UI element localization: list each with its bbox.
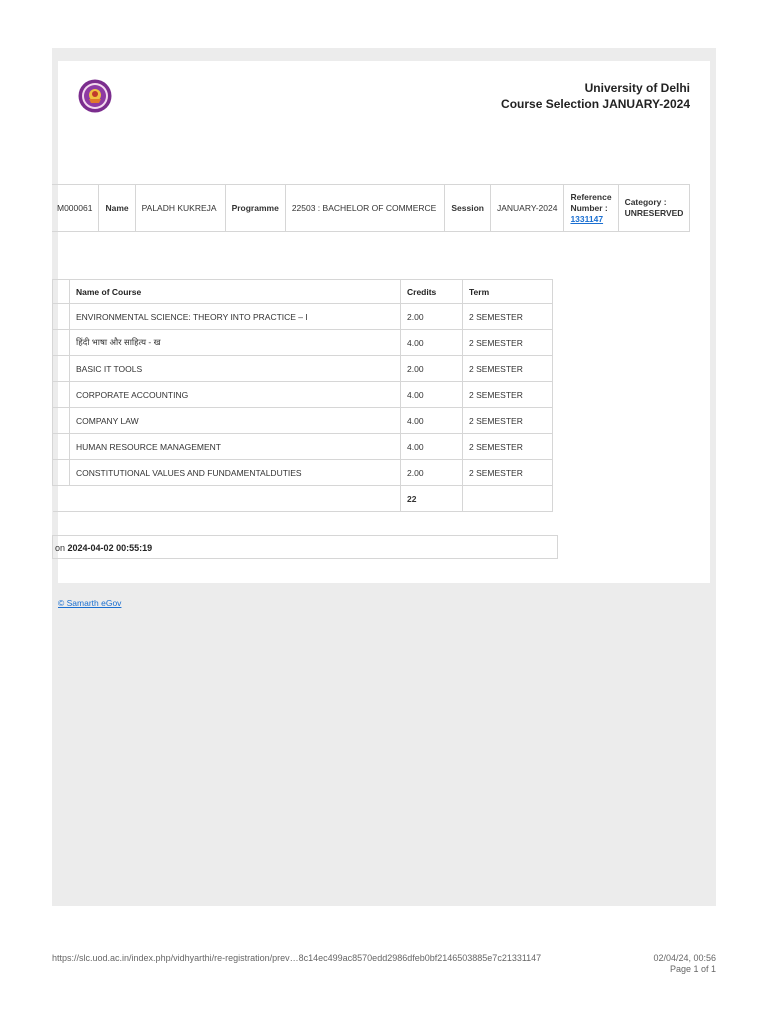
course-name: CONSTITUTIONAL VALUES AND FUNDAMENTALDUTIES xyxy=(70,460,401,486)
table-row xyxy=(53,356,553,382)
name-label: Name xyxy=(99,185,135,232)
category-label: Category : xyxy=(624,197,667,207)
row-index xyxy=(53,382,70,408)
row-index xyxy=(53,460,70,486)
row-index xyxy=(53,304,70,330)
course-table xyxy=(52,279,553,512)
course-credits: 4.00 xyxy=(401,382,463,408)
page-body xyxy=(52,48,716,906)
course-term: 2 SEMESTER xyxy=(463,382,553,408)
reference-label-line1: Reference xyxy=(570,191,612,202)
university-name: University of Delhi xyxy=(584,81,690,95)
course-credits: 2.00 xyxy=(401,460,463,486)
course-name: HUMAN RESOURCE MANAGEMENT xyxy=(70,434,401,460)
name-value: PALADH KUKREJA xyxy=(135,185,225,232)
course-term: 2 SEMESTER xyxy=(463,434,553,460)
reference-number-link[interactable]: 1331147 xyxy=(570,213,604,224)
table-row xyxy=(53,460,553,486)
reference-cell xyxy=(564,185,618,232)
timestamp-value: 2024-04-02 00:55:19 xyxy=(67,543,153,553)
row-index xyxy=(53,330,70,356)
course-name: हिंदी भाषा और साहित्य - ख xyxy=(70,330,401,356)
course-credits: 2.00 xyxy=(401,356,463,382)
term-header: Term xyxy=(463,280,553,304)
course-name: CORPORATE ACCOUNTING xyxy=(70,382,401,408)
course-credits: 4.00 xyxy=(401,408,463,434)
student-id-value: M000061 xyxy=(52,185,99,232)
course-name-header: Name of Course xyxy=(70,280,401,304)
table-row xyxy=(53,408,553,434)
programme-label: Programme xyxy=(225,185,285,232)
document-title xyxy=(501,80,690,112)
table-row xyxy=(53,382,553,408)
print-footer-meta xyxy=(653,953,716,975)
samarth-egov-link[interactable]: © Samarth eGov xyxy=(58,598,122,608)
course-name: ENVIRONMENTAL SCIENCE: THEORY INTO PRACTICE – I xyxy=(70,304,401,330)
course-term: 2 SEMESTER xyxy=(463,408,553,434)
course-name: COMPANY LAW xyxy=(70,408,401,434)
course-term: 2 SEMESTER xyxy=(463,460,553,486)
index-header xyxy=(53,280,70,304)
course-term: 2 SEMESTER xyxy=(463,356,553,382)
student-info-table xyxy=(52,184,690,232)
course-table-header xyxy=(53,280,553,304)
row-index xyxy=(53,408,70,434)
session-value: JANUARY-2024 xyxy=(490,185,563,232)
table-row xyxy=(53,304,553,330)
course-credits: 4.00 xyxy=(401,434,463,460)
course-name: BASIC IT TOOLS xyxy=(70,356,401,382)
page-number: Page 1 of 1 xyxy=(669,964,716,974)
reference-label-line2: Number : xyxy=(570,202,608,213)
timestamp-prefix: on xyxy=(55,543,66,553)
total-credits: 22 xyxy=(401,486,463,512)
credits-header: Credits xyxy=(401,280,463,304)
total-row xyxy=(53,486,553,512)
course-term: 2 SEMESTER xyxy=(463,304,553,330)
session-label: Session xyxy=(445,185,491,232)
row-index xyxy=(53,434,70,460)
table-row xyxy=(53,434,553,460)
programme-value: 22503 : BACHELOR OF COMMERCE xyxy=(285,185,445,232)
print-datetime: 02/04/24, 00:56 xyxy=(653,953,716,963)
category-value: UNRESERVED xyxy=(624,208,684,218)
course-selection-title: Course Selection JANUARY-2024 xyxy=(501,97,690,111)
category-cell xyxy=(618,185,690,232)
total-term-cell xyxy=(463,486,553,512)
table-row xyxy=(53,330,553,356)
course-term: 2 SEMESTER xyxy=(463,330,553,356)
course-credits: 4.00 xyxy=(401,330,463,356)
row-index xyxy=(53,356,70,382)
university-logo-icon xyxy=(78,79,112,113)
course-selection-card xyxy=(55,61,710,583)
print-footer-url: https://slc.uod.ac.in/index.php/vidhyarthi/re-registration/prev…8c14ec499ac8570edd2986dfeb0bf2146503885e7c21331147 xyxy=(52,953,542,963)
total-label-cell xyxy=(53,486,401,512)
submission-timestamp xyxy=(52,535,558,559)
course-credits: 2.00 xyxy=(401,304,463,330)
